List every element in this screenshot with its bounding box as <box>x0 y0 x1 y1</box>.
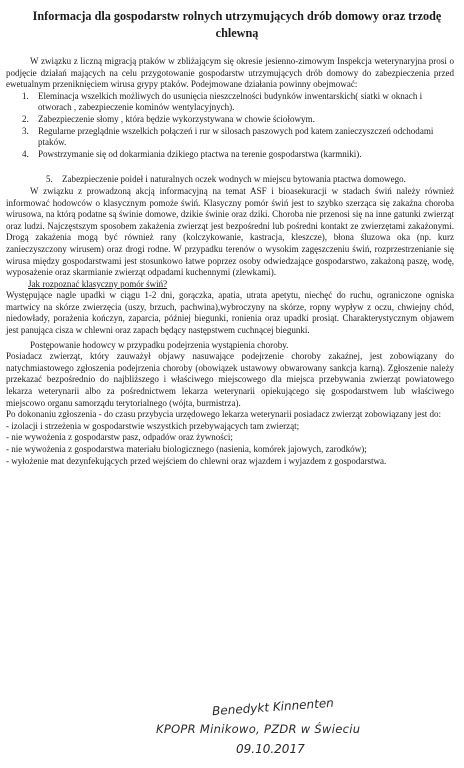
list-number: 5. <box>46 174 53 185</box>
symptoms-paragraph: Występujące nagle upadki w ciągu 1-2 dni, gorączka, apatia, utrata apetytu, niechęć do ruchu, ograniczone ogniska martwicy na skórze zwierzęcia (uszy, brzuch, pachwina),wybroczyny na skórze, ropny wypływ z oczu, chwiejny chód, niedowłady, porażenia kończyn, zaparcia, później biegunki, ronienia oraz upadki prosiąt. Charakterystycznym objawem jest panująca cisza w chlewni oraz zapach będący następstwem cuchnącej biegunki. <box>6 290 454 336</box>
list-text: Regularne przeglądnie wszelkich połączeń i rur w silosach paszowych pod katem zanieczyszczeń odchodami ptaków. <box>38 125 434 148</box>
intro-paragraph: W związku z liczną migracją ptaków w zbliżającym się okresie jesienno-zimowym Inspekcja weterynaryjna prosi o podjęcie działań mających na celu przygotowanie gospodarstw utrzymujących drób domowy do zabezpieczenia przed ewetualnym przeniknięciem wirusa grypy ptaków. Podejmowane działania powinny obejmować: <box>6 56 454 90</box>
list-item <box>6 149 454 161</box>
duty-item: - nie wywożenia z gospodarstwa materiału biologicznego (nasienia, komórek jajowych, zarodków); <box>6 444 367 454</box>
duties-list <box>6 421 454 467</box>
list-number: 2. <box>22 113 29 124</box>
list-text: Powstrzymanie się od dokarmiania dzikiego ptactwa na terenie gospodarstwa (karmniki). <box>38 148 362 159</box>
question-heading: Jak rozpoznać klasyczny pomór świń? <box>28 278 168 289</box>
list-item <box>6 91 454 114</box>
list-number: 1. <box>22 90 29 101</box>
list-item <box>6 114 454 126</box>
document-body <box>6 56 454 467</box>
asf-paragraph: W związku z prowadzoną akcją informacyjną na temat ASF i bioasekuracji w stadach świń należy również informować hodowców o klasycznym pomoże świń. Klasyczny pomór świń jest to szybko szerząca się zakaźna choroba wirusowa, na którą podatne są świnie domowe, dzikie świnie oraz dziki. Choroba nie przenosi się na inne gatunki zwierząt oraz ludzi. Najczęstszym sposobem zakażenia zwierząt jest bezpośredni lub pośredni kontakt ze zwierzętami zakażonymi. Drogą zakażenia mogą być również rany (kolczykowanie, kastracja, kleszcze), błona śluzowa oka (np. kurz zanieczyszczony wirusem) oraz drogi rodne. W przypadku terenów o wysokim zagęszczeniu świń, rozprzestrzenianie się wirusa między gospodarstwami jest stosunkowo łatwe poprzez osoby odwiedzające gospodarstwo, zakażoną paszę, wodę, wyposażenie oraz skarmianie zwierząt odpadami kuchennymi (zlewkami). <box>6 185 454 278</box>
document-title: Informacja dla gospodarstw rolnych utrzymujących drób domowy oraz trzodę chlewną <box>32 9 442 40</box>
list-item <box>6 126 454 149</box>
duty-item: - nie wywożenia z gospodarstw pasz, odpadów oraz żywności; <box>6 432 233 443</box>
list-item <box>6 174 454 186</box>
procedure-paragraph: Posiadacz zwierząt, który zauważył objawy nasuwające podejrzenie choroby zakaźnej, jest zobowiązany do natychmiastowego zgłoszenia podejrzenia choroby (obowiązek ustawowy obwarowany sankcja karną). Zgłoszenie należy przekazać bezpośrednio do najbliższego i właściwego miejscowego dla miejsca przebywania zwierząt powiatowego lekarza weterynarii albo za pośrednictwem lekarza weterynarii opiekującego się gospodarstwem lub właściwego miejscowo organu samorządu terytorialnego (wójta, burmistrza). <box>6 351 454 408</box>
signature-office: KPOPR Minikowo, PZDR w Świeciu <box>156 722 361 736</box>
list-number: 3. <box>22 125 29 136</box>
list-number: 4. <box>22 148 29 159</box>
list-text: Zabezpieczenie poideł i naturalnych oczek wodnych w miejscu bytowania ptactwa domowego. <box>62 174 406 185</box>
signature-date: 09.10.2017 <box>236 742 305 756</box>
duty-item: - izolacji i strzeżenia w gospodarstwie wszystkich przebywających tam zwierząt; <box>6 420 300 431</box>
list-gap <box>6 160 454 174</box>
list-text: Eleminacja wszelkich możliwych do usunięcia nieszczelności budynków inwentarskich( siatki w oknach i otworach , zabezpieczenie kominów wentylacyjnych). <box>38 90 423 113</box>
procedure-heading: Postępowanie hodowcy w przypadku podejrzenia wystąpienia choroby. <box>30 339 289 350</box>
signature-name: Benedykt Kinnenten <box>211 695 335 719</box>
duty-item: - wyłożenie mat dezynfekujących przed wejściem do chlewni oraz wjazdem i wyjazdem z gospodarstwa. <box>6 455 387 466</box>
list-text: Zabezpieczenie słomy , która będzie wykorzystywana w chowie ściołowym. <box>38 113 315 124</box>
measures-list <box>6 91 454 186</box>
after-report-paragraph: Po dokonaniu zgłoszenia - do czasu przybycia urzędowego lekarza weterynarii posiadacz zwierząt zobowiązany jest do: <box>6 409 442 420</box>
